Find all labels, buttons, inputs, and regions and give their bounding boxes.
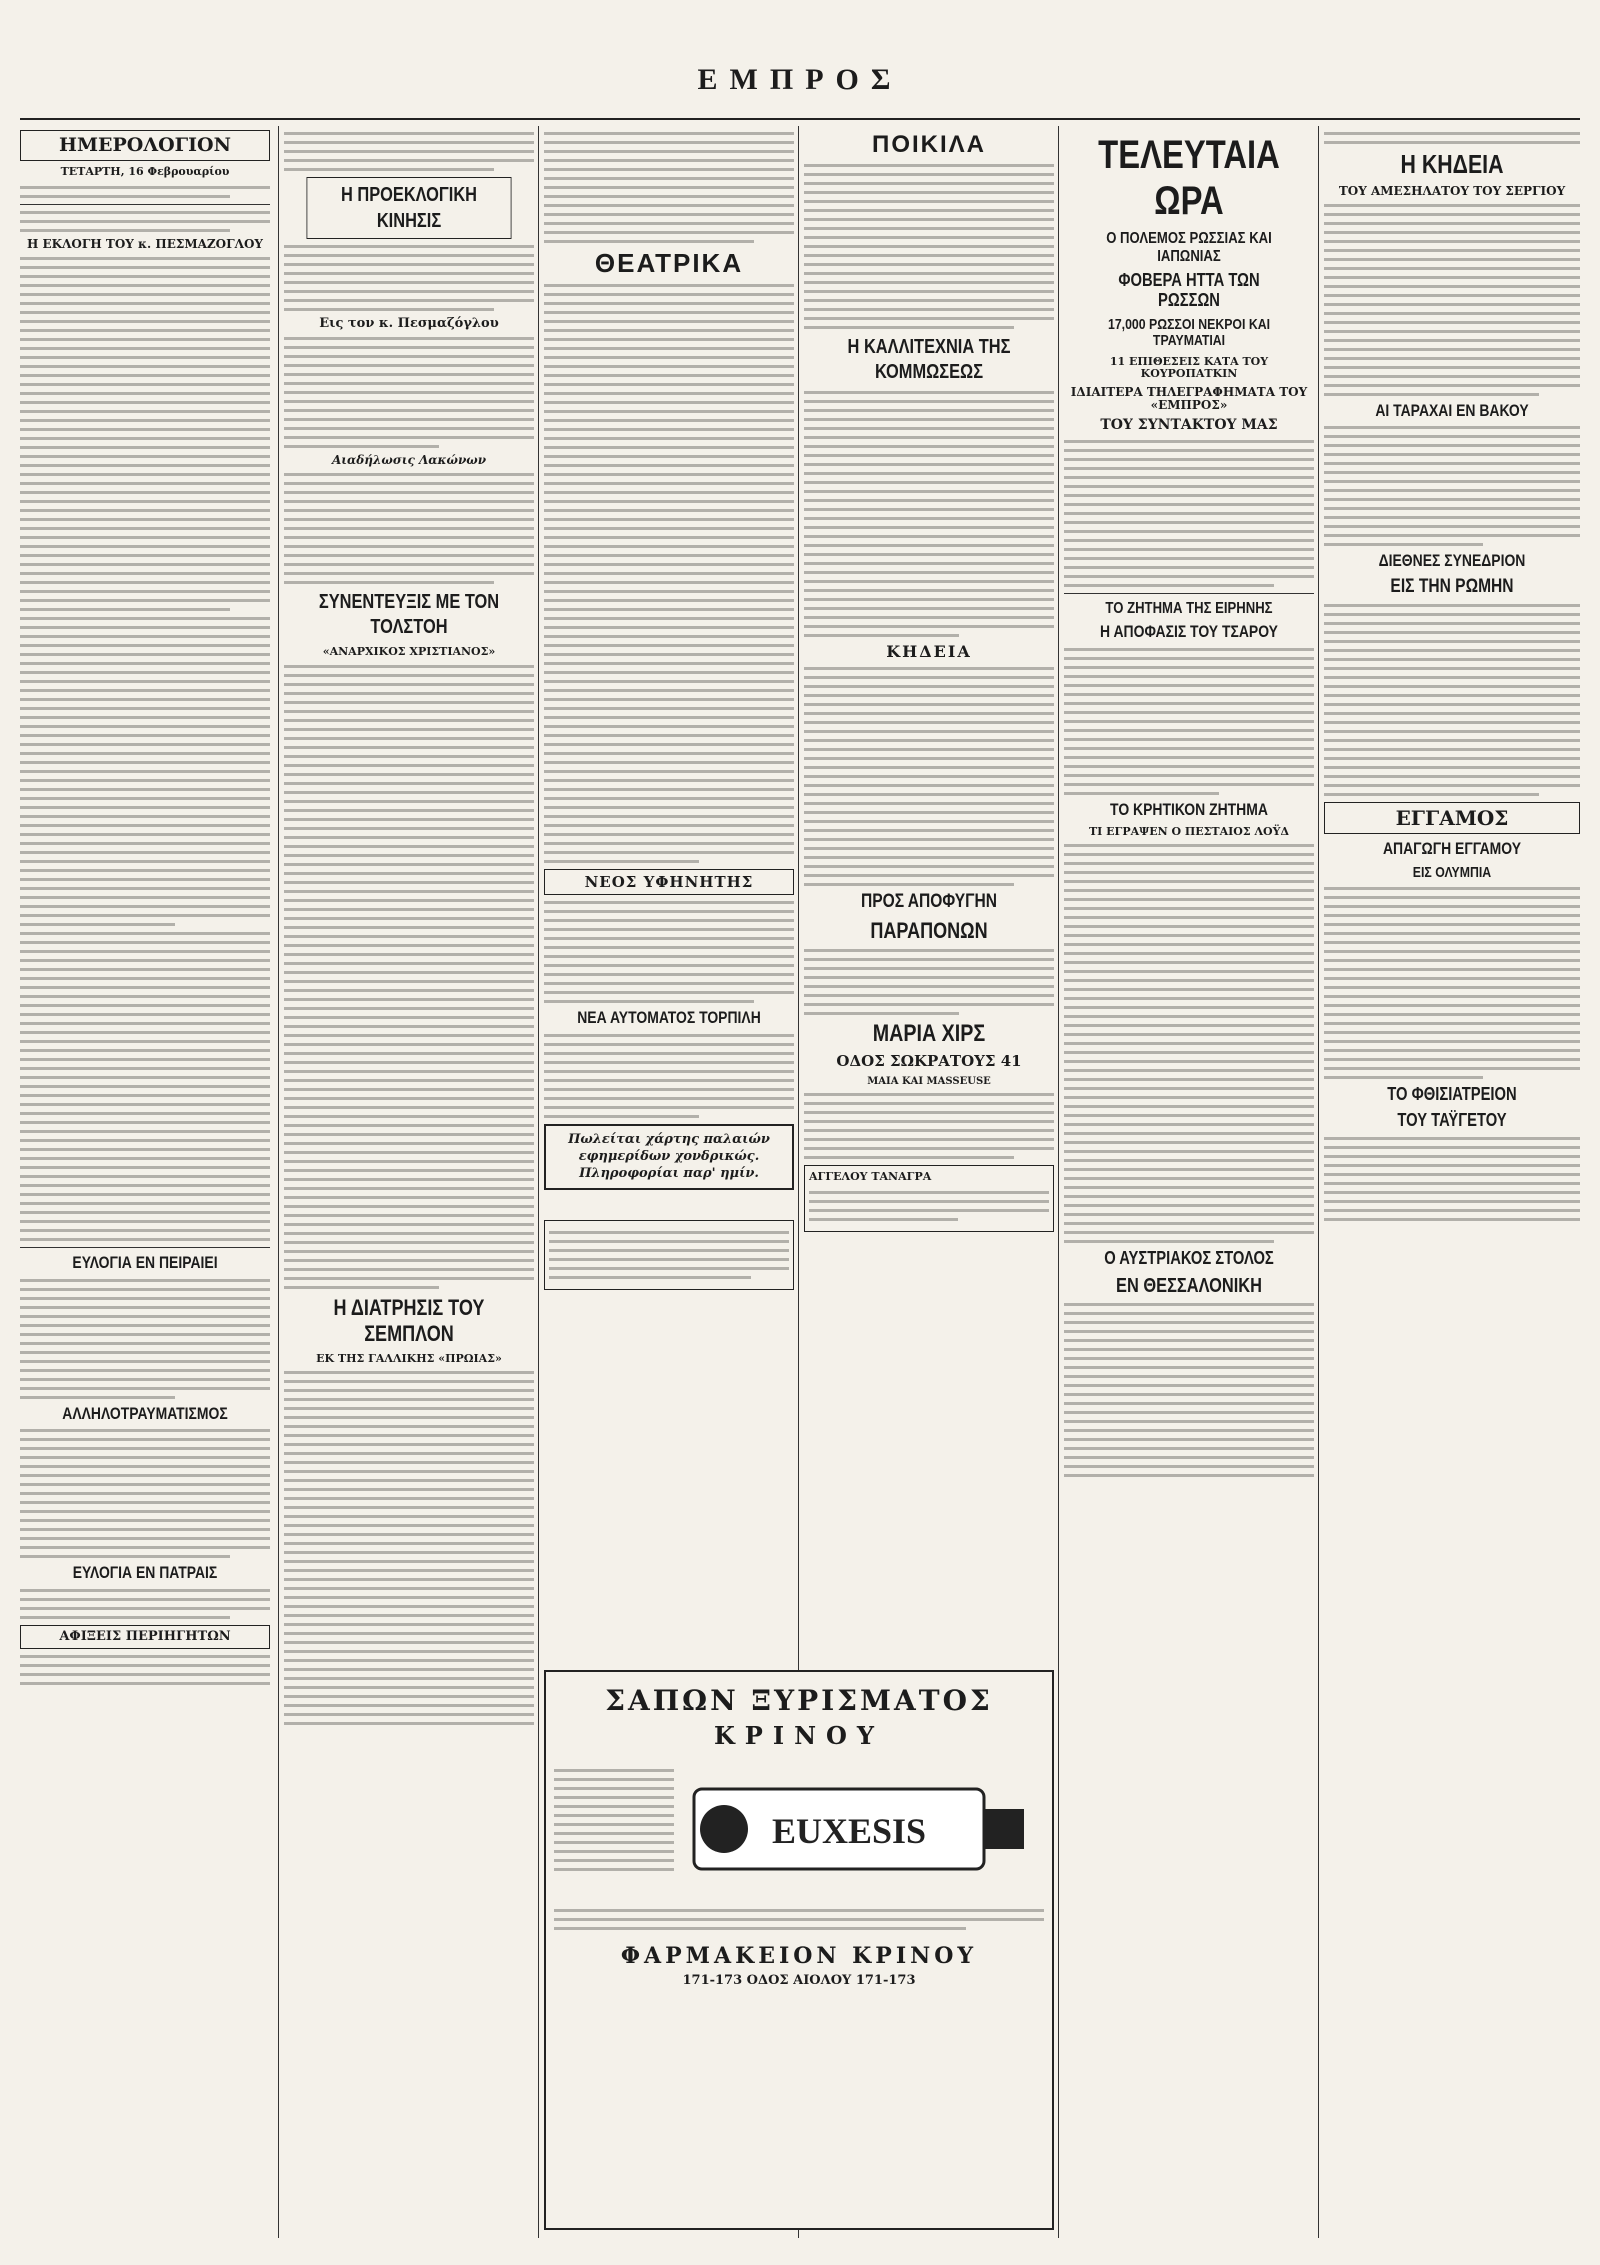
ad-notice-box — [544, 1220, 794, 1290]
heading-olympia: ΕΙΣ ΟΛΥΜΠΙΑ — [1412, 863, 1492, 881]
heading-nekroi: 17,000 ΡΩΣΣΟΙ ΝΕΚΡΟΙ ΚΑΙ ΤΡΑΥΜΑΤΙΑΙ — [1107, 315, 1271, 350]
heading-election: Η ΕΚΛΟΓΗ ΤΟΥ κ. ΠΕΣΜΑΖΟΓΛΟΥ — [27, 236, 263, 251]
heading-evlogia-peiraia: ΕΥΛΟΓΙΑ ΕΝ ΠΕΙΡΑΙΕΙ — [72, 1252, 218, 1272]
subheading-lakonon: Αιαδήλωσις Λακώνων — [331, 453, 487, 468]
ad-aggelos-box — [804, 1165, 1054, 1232]
heading-tilegrafimata: ΙΔΙΑΙΤΕΡΑ ΤΗΛΕΓΡΑΦΗΜΑΤΑ ΤΟΥ «ΕΜΠΡΟΣ» — [1070, 384, 1308, 413]
heading-diatrisis: Η ΔΙΑΤΡΗΣΙΣ ΤΟΥ ΣΕΜΠΛΟΝ — [333, 1294, 485, 1346]
column-2 — [284, 126, 534, 2238]
column-rule — [278, 126, 279, 2238]
ad-sapon-text — [554, 1763, 674, 1895]
subheading-proias: ΕΚ ΤΗΣ ΓΑΛΛΙΚΗΣ «ΠΡΩΙΑΣ» — [316, 1352, 502, 1366]
heading-thessaloniki: ΕΝ ΘΕΣΣΑΛΟΝΙΚΗ — [1116, 1274, 1262, 1297]
column-5 — [1064, 126, 1314, 2238]
heading-fthisiatreion: ΤΟ ΦΘΙΣΙΑΤΡΕΙΟΝ — [1387, 1084, 1517, 1105]
ad-shaving-soap — [544, 1670, 1054, 2230]
newspaper-page — [20, 118, 1580, 2238]
column-rule — [1318, 126, 1319, 2238]
heading-eggamos: ΕΓΓΑΜΟΣ — [1324, 802, 1580, 834]
heading-neos-yfiniti: ΝΕΟΣ ΥΦΗΝΗΤΗΣ — [544, 869, 794, 896]
newspaper-title: ΕΜΠΡΟΣ — [697, 63, 903, 96]
heading-poikila: ΠΟΙΚΙΛΑ — [871, 131, 986, 158]
heading-kinisis: Η ΠΡΟΕΚΛΟΓΙΚΗ ΚΙΝΗΣΙΣ — [307, 177, 512, 239]
column-6 — [1324, 126, 1580, 2238]
shaving-tube-image — [684, 1759, 1044, 1899]
column-rule — [538, 126, 539, 2238]
ad-papers: Πωλείται χάρτης παλαιών εφημερίδων χονδρικώς. Πληροφορίαι παρ' ημίν. — [544, 1124, 794, 1191]
heading-kideia: ΚΗΔΕΙΑ — [886, 642, 972, 662]
heading-teleftaia: ΤΕΛΕΥΤΑΙΑ ΩΡΑ — [1098, 133, 1280, 223]
ad-sapon-subtitle: ΚΡΙΝΟΥ — [713, 1720, 885, 1750]
column-1 — [20, 126, 270, 2238]
section-imerologion: ΗΜΕΡΟΛΟΓΙΟΝ — [20, 130, 270, 161]
heading-stolos: Ο ΑΥΣΤΡΙΑΚΟΣ ΣΤΟΛΟΣ — [1104, 1247, 1274, 1268]
heading-aggelos: ΑΓΓΕΛΟΥ ΤΑΝΑΓΡΑ — [809, 1169, 932, 1183]
heading-allilotraumatismos: ΑΛΛΗΛΟΤΡΑΥΜΑΤΙΣΜΟΣ — [62, 1403, 228, 1423]
ad-tube-label: EUXESIS — [771, 1811, 927, 1852]
ad-farmakeion: ΦΑΡΜΑΚΕΙΟΝ ΚΡΙΝΟΥ — [620, 1943, 978, 1970]
heading-apofygi: ΠΡΟΣ ΑΠΟΦΥΓΗΝ — [860, 890, 998, 912]
heading-taraxai: ΑΙ ΤΑΡΑΧΑΙ ΕΝ ΒΑΚΟΥ — [1375, 400, 1529, 420]
heading-synedrion: ΔΙΕΘΝΕΣ ΣΥΝΕΔΡΙΟΝ — [1378, 551, 1526, 571]
heading-polemos: Ο ΠΟΛΕΜΟΣ ΡΩΣΣΙΑΣ ΚΑΙ ΙΑΠΩΝΙΑΣ — [1106, 230, 1272, 265]
heading-kideia-6: Η ΚΗΔΕΙΑ — [1400, 149, 1504, 179]
heading-eirini: ΤΟ ΖΗΤΗΜΑ ΤΗΣ ΕΙΡΗΝΗΣ — [1105, 599, 1273, 617]
heading-torpili: ΝΕΑ ΑΥΤΟΜΑΤΟΣ ΤΟΡΠΙΛΗ — [577, 1008, 761, 1028]
heading-kritikon: ΤΟ ΚΡΗΤΙΚΟΝ ΖΗΤΗΜΑ — [1110, 800, 1268, 820]
heading-itta: ΦΟΒΕΡΑ ΗΤΤΑ ΤΩΝ ΡΩΣΣΩΝ — [1118, 270, 1260, 310]
heading-epitheseis: 11 ΕΠΙΘΕΣΕΙΣ ΚΑΤΑ ΤΟΥ ΚΟΥΡΟΠΑΤΚΙΝ — [1109, 354, 1269, 380]
heading-taygetou: ΤΟΥ ΤΑΫΓΕΤΟΥ — [1397, 1110, 1507, 1131]
ad-farmakeion-address: 171-173 ΟΔΟΣ ΑΙΟΛΟΥ 171-173 — [682, 1973, 916, 1989]
heading-evlogia-patras: ΕΥΛΟΓΙΑ ΕΝ ΠΑΤΡΑΙΣ — [72, 1563, 218, 1583]
subheading-maria-address: ΟΔΟΣ ΣΩΚΡΑΤΟΥΣ 41 — [836, 1052, 1022, 1071]
heading-apofasis: Η ΑΠΟΦΑΣΙΣ ΤΟΥ ΤΣΑΡΟΥ — [1100, 622, 1278, 642]
heading-sergiou: ΤΟΥ ΑΜΕΣΗΛΑΤΟΥ ΤΟΥ ΣΕΡΓΙΟΥ — [1338, 183, 1566, 198]
heading-apagogi: ΑΠΑΓΩΓΗ ΕΓΓΑΜΟΥ — [1382, 839, 1522, 859]
heading-pestaios: ΤΙ ΕΓΡΑΨΕΝ Ο ΠΕΣΤΑΙΟΣ ΛΟΫΔ — [1089, 824, 1289, 838]
column-rule — [1058, 126, 1059, 2238]
heading-parapono: ΠΑΡΑΠΟΝΩΝ — [870, 917, 988, 943]
heading-syntaktou: ΤΟΥ ΣΥΝΤΑΚΤΟΥ ΜΑΣ — [1100, 417, 1278, 434]
heading-maria: ΜΑΡΙΑ ΧΙΡΣ — [872, 1020, 986, 1048]
subheading-anarchikos: «ΑΝΑΡΧΙΚΟΣ ΧΡΙΣΤΙΑΝΟΣ» — [322, 645, 496, 659]
subheading-massage: ΜΑΙΑ ΚΑΙ MASSEUSE — [867, 1075, 991, 1087]
ad-sapon-title: ΣΑΠΩΝ ΞΥΡΙΣΜΑΤΟΣ — [605, 1684, 993, 1717]
heading-theatrika: ΘΕΑΤΡΙΚΑ — [594, 248, 744, 278]
heading-synentefxis: ΣΥΝΕΝΤΕΥΞΙΣ ΜΕ ΤΟΝ ΤΟΛΣΤΟΗ — [318, 591, 500, 639]
heading-kallitechnia: Η ΚΑΛΛΙΤΕΧΝΙΑ ΤΗΣ ΚΟΜΜΩΣΕΩΣ — [847, 336, 1011, 384]
almanac-line: ΤΕΤΑΡΤΗ, 16 Φεβρουαρίου — [60, 164, 230, 178]
heading-romi: ΕΙΣ ΤΗΝ ΡΩΜΗΝ — [1390, 576, 1514, 598]
heading-afixeis: ΑΦΙΞΕΙΣ ΠΕΡΙΗΓΗΤΩΝ — [20, 1625, 270, 1649]
masthead — [0, 0, 1600, 120]
subheading-pesmazoglou: Εις τον κ. Πεσμαζόγλου — [319, 316, 499, 331]
